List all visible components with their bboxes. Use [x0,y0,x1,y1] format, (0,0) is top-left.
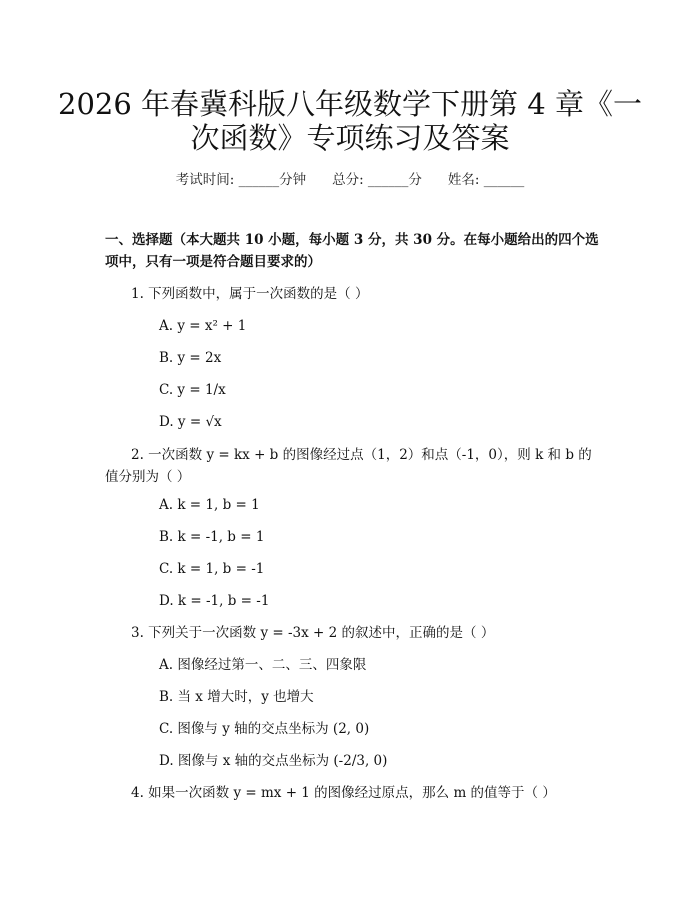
question-stem: 4. 如果一次函数 y = mx + 1 的图像经过原点，那么 m 的值等于（ ） [131,785,556,801]
exam-time: 考试时间: ______分钟 [175,172,307,188]
exam-score: 总分: ______分 [332,172,422,188]
document-title-line-2: 次函数》专项练习及答案 [190,121,510,155]
section-heading: 一、选择题（本大题共 10 小题，每小题 3 分，共 30 分。在每小题给出的四个选项中，只有一项是符合题目要求的） [105,232,599,270]
question-option: D. y = √x [159,414,222,430]
question-option: D. k = -1, b = -1 [159,593,270,609]
question-stem: 3. 下列关于一次函数 y = -3x + 2 的叙述中，正确的是（ ） [131,625,495,641]
question-option: B. k = -1, b = 1 [159,529,265,545]
question-option: D. 图像与 x 轴的交点坐标为 (-2/3, 0) [159,753,388,769]
document-title-line-1: 2026 年春冀科版八年级数学下册第 4 章《一 [58,87,642,121]
question-option: B. y = 2x [159,350,222,366]
question-stem: 2. 一次函数 y = kx + b 的图像经过点（1，2）和点（-1，0），则 k 和 b 的值分别为（ ） [105,447,592,485]
question-option: A. y = x² + 1 [159,318,247,334]
exam-meta [0,168,700,188]
question-option: B. 当 x 增大时，y 也增大 [159,689,314,705]
question-option: C. y = 1/x [159,382,226,398]
student-name: 姓名: ______ [447,172,525,188]
question-option: A. k = 1, b = 1 [159,497,260,513]
question-stem: 1. 下列函数中，属于一次函数的是（ ） [131,286,369,302]
question-option: A. 图像经过第一、二、三、四象限 [159,657,367,673]
question-option: C. 图像与 y 轴的交点坐标为 (2, 0) [159,721,370,737]
question-option: C. k = 1, b = -1 [159,561,265,577]
